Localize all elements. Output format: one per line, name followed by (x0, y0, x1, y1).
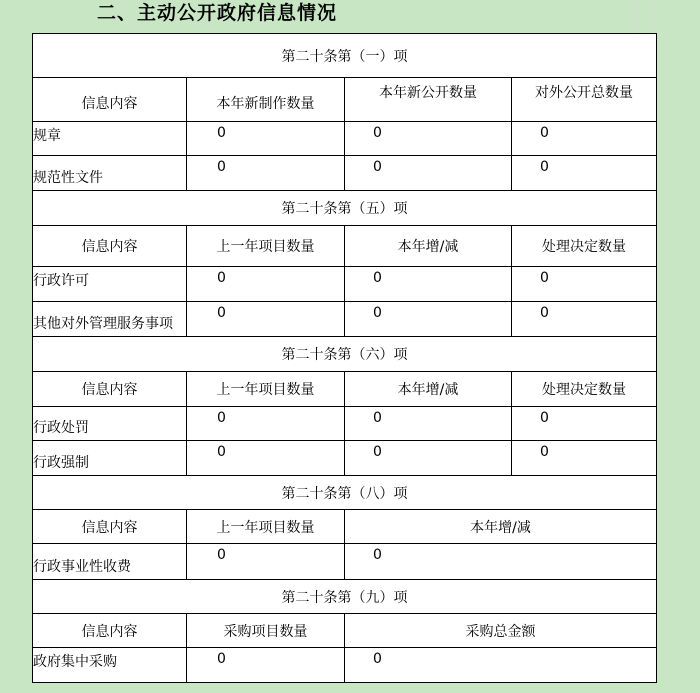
value-cell[interactable]: 0 (512, 441, 657, 476)
header-cell[interactable]: 本年增/减 (345, 226, 512, 267)
header-cell[interactable]: 上一年项目数量 (187, 226, 345, 267)
value-cell[interactable]: 0 (187, 648, 345, 683)
value-cell[interactable]: 0 (512, 122, 657, 156)
section-title[interactable]: 第二十条第（六）项 (33, 337, 657, 372)
row-label[interactable]: 规章 (33, 122, 187, 156)
header-cell[interactable]: 本年新制作数量 (187, 78, 345, 122)
section-title-row (33, 476, 657, 510)
section-title-row (33, 34, 657, 78)
section-title-row (33, 191, 657, 226)
table-row (33, 156, 657, 191)
row-label[interactable]: 行政事业性收费 (33, 544, 187, 580)
row-label[interactable]: 行政许可 (33, 267, 187, 302)
value-cell[interactable]: 0 (187, 544, 345, 580)
row-label[interactable]: 规范性文件 (33, 156, 187, 191)
value-cell[interactable]: 0 (512, 156, 657, 191)
table-header-row (33, 226, 657, 267)
value-cell[interactable]: 0 (345, 156, 512, 191)
section-title[interactable]: 第二十条第（九）项 (33, 580, 657, 614)
value-cell[interactable]: 0 (512, 302, 657, 337)
table-row (33, 407, 657, 441)
header-cell[interactable]: 信息内容 (33, 372, 187, 407)
table-header-row (33, 510, 657, 544)
header-cell[interactable]: 信息内容 (33, 226, 187, 267)
section-title[interactable]: 第二十条第（一）项 (33, 34, 657, 78)
value-cell[interactable]: 0 (345, 302, 512, 337)
section-title-row (33, 337, 657, 372)
header-cell[interactable]: 信息内容 (33, 614, 187, 648)
value-cell[interactable]: 0 (187, 441, 345, 476)
header-cell[interactable]: 本年新公开数量 (345, 78, 512, 122)
value-cell[interactable]: 0 (187, 122, 345, 156)
table-row (33, 441, 657, 476)
header-cell[interactable]: 采购总金额 (345, 614, 657, 648)
header-cell[interactable]: 本年增/减 (345, 510, 657, 544)
header-cell[interactable]: 上一年项目数量 (187, 510, 345, 544)
section-title-row (33, 580, 657, 614)
value-cell[interactable]: 0 (345, 267, 512, 302)
header-cell[interactable]: 对外公开总数量 (512, 78, 657, 122)
value-cell[interactable]: 0 (345, 441, 512, 476)
table-header-row (33, 372, 657, 407)
table-header-row (33, 614, 657, 648)
row-label[interactable]: 行政处罚 (33, 407, 187, 441)
value-cell[interactable]: 0 (345, 544, 657, 580)
page-title: 二、主动公开政府信息情况 (97, 2, 338, 24)
header-cell[interactable]: 信息内容 (33, 510, 187, 544)
table-row (33, 267, 657, 302)
section-title[interactable]: 第二十条第（五）项 (33, 191, 657, 226)
section-title[interactable]: 第二十条第（八）项 (33, 476, 657, 510)
value-cell[interactable]: 0 (345, 648, 657, 683)
table-row (33, 122, 657, 156)
info-table (32, 33, 657, 683)
header-cell[interactable]: 采购项目数量 (187, 614, 345, 648)
value-cell[interactable]: 0 (512, 267, 657, 302)
value-cell[interactable]: 0 (187, 267, 345, 302)
value-cell[interactable]: 0 (187, 302, 345, 337)
header-cell[interactable]: 本年增/减 (345, 372, 512, 407)
value-cell[interactable]: 0 (512, 407, 657, 441)
header-cell[interactable]: 处理决定数量 (512, 372, 657, 407)
header-cell[interactable]: 上一年项目数量 (187, 372, 345, 407)
row-label[interactable]: 其他对外管理服务事项 (33, 302, 187, 337)
value-cell[interactable]: 0 (187, 407, 345, 441)
table-header-row (33, 78, 657, 122)
value-cell[interactable]: 0 (345, 407, 512, 441)
row-label[interactable]: 政府集中采购 (33, 648, 187, 683)
table-row (33, 544, 657, 580)
table-row (33, 302, 657, 337)
row-label[interactable]: 行政强制 (33, 441, 187, 476)
value-cell[interactable]: 0 (345, 122, 512, 156)
header-cell[interactable]: 信息内容 (33, 78, 187, 122)
header-cell[interactable]: 处理决定数量 (512, 226, 657, 267)
value-cell[interactable]: 0 (187, 156, 345, 191)
table-row (33, 648, 657, 683)
